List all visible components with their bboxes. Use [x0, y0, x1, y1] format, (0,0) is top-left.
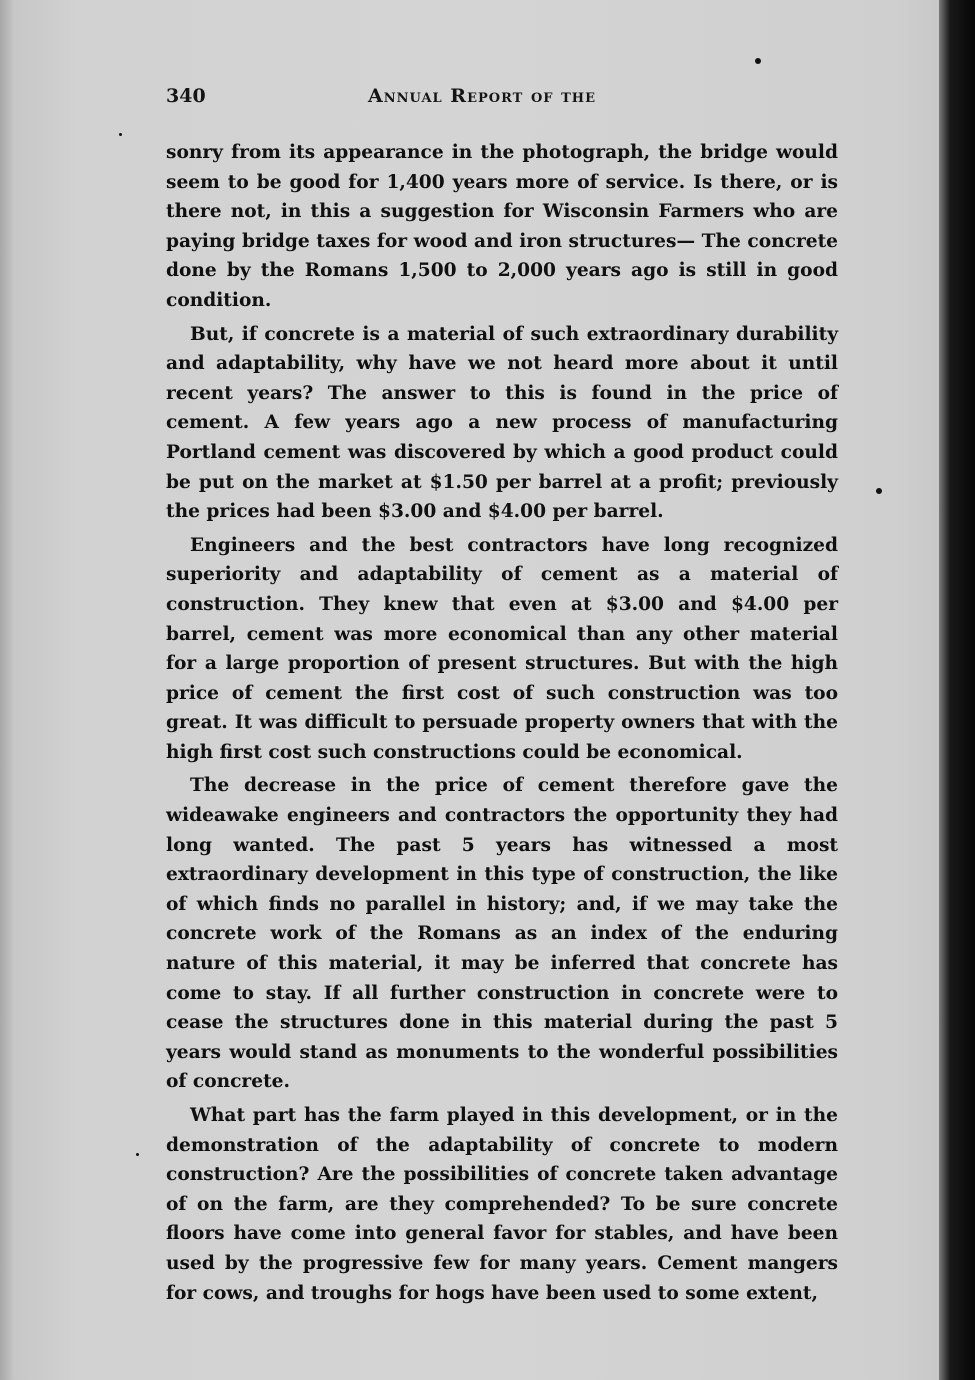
running-head: Annual Report of the — [368, 85, 596, 107]
paragraph-cement-price: But, if concrete is a material of such extraordinary durability and adaptability, why have we not heard more about it until recent years? The answer to this is found in the price of cement. A few years ago a new process of manufacturing Portland cement was discovered by which a good product could be put on the market at $1.50 per barrel at a profit; previously the prices had been $3.00 and $4.00 per barrel. — [166, 323, 838, 523]
paragraph-engineers: Engineers and the best contractors have long recognized superiority and adaptability of cement as a material of construction. They knew that even at $3.00 and $4.00 per barrel, cement was more economical than any other material for a large proportion of present structures. But with the high price of cement the first cost of such construction was too great. It was difficult to persuade property owners that with the high first cost such constructions could be economical. — [166, 534, 838, 763]
ink-speck — [755, 58, 761, 64]
ink-speck — [876, 488, 882, 494]
ink-speck — [119, 133, 122, 136]
page-binding-edge — [939, 0, 975, 1380]
page-left-shadow — [0, 0, 14, 1380]
page-header — [166, 85, 838, 115]
paragraph-continued: sonry from its appearance in the photograph, the bridge would seem to be good for 1,400 years more of service. Is there, or is there not, in this a suggestion for Wisconsin Farmers who are paying bridge taxes for wood and iron structures— The concrete done by the Romans 1,500 to 2,000 years ago is still in good condition. — [166, 142, 838, 311]
body-text — [166, 138, 838, 1312]
paragraph-farm: What part has the farm played in this development, or in the demonstration of the adaptability of concrete to modern construction? Are the possibilities of concrete taken advantage of on the farm, are they comprehended? To be sure concrete floors have come into general favor for stables, and have been used by the progressive few for many years. Cement mangers for cows, and troughs for hogs have been used to some extent, — [166, 1105, 838, 1304]
page-number: 340 — [166, 85, 206, 107]
paragraph-decrease: The decrease in the price of cement therefore gave the wideawake engineers and contractors the opportunity they had long wanted. The past 5 years has witnessed a most extraordinary development in this type of construction, the like of which finds no parallel in history; and, if we may take the concrete work of the Romans as an index of the enduring nature of this material, it may be inferred that concrete has come to stay. If all further construction in concrete were to cease the structures done in this material during the past 5 years would stand as monuments to the wonderful possibilities of concrete. — [166, 775, 838, 1093]
ink-speck — [136, 1153, 139, 1156]
